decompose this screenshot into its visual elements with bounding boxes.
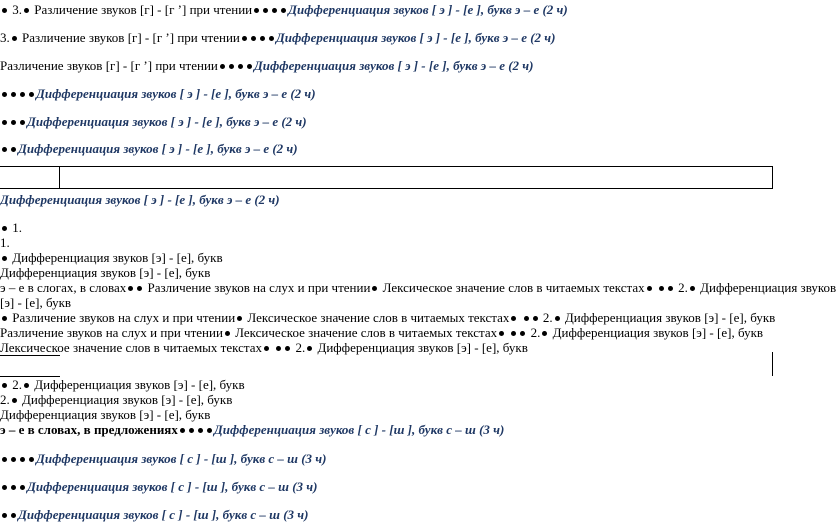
- bullet-icon: [2, 383, 7, 388]
- bullet-icon: [247, 64, 252, 69]
- line-1-number: 3.: [12, 2, 22, 17]
- bullet-icon: [20, 457, 25, 462]
- bullet-icon: [533, 316, 538, 321]
- bullet-icon: [2, 316, 7, 321]
- list-item-j-heading: Дифференциация звуков [ с ] - [ш ], букв с – ш (3 ч): [213, 422, 505, 437]
- rule-vertical: [772, 352, 773, 376]
- bullet-icon: [499, 331, 504, 336]
- bullet-icon: [276, 346, 281, 351]
- bullet-icon: [269, 36, 274, 41]
- bullet-icon: [668, 286, 673, 291]
- bullet-icon: [659, 286, 664, 291]
- bullet-icon: [2, 92, 7, 97]
- table-column-divider: [59, 166, 60, 189]
- line-4-heading: Дифференциация звуков [ э ] - [е ], букв э – е (2 ч): [36, 86, 316, 101]
- bullet-icon: [263, 8, 268, 13]
- bullet-icon: [11, 120, 16, 125]
- list-item-h-pre: 2.: [0, 392, 10, 407]
- list-item-d-mid: Лексическое значение слов в читаемых текстах: [244, 310, 510, 325]
- list-item-b: [0, 265, 210, 280]
- bullet-icon: [225, 331, 230, 336]
- bullet-icon: [260, 36, 265, 41]
- bullet-icon: [238, 64, 243, 69]
- line-3: [0, 58, 533, 73]
- bullet-icon: [2, 147, 7, 152]
- line-7-heading: Дифференциация звуков [ э ] - [е ], букв э – е (2 ч): [0, 192, 280, 207]
- tail-line-2: [0, 479, 317, 494]
- line-5: [0, 114, 307, 129]
- bullet-icon: [242, 36, 247, 41]
- list-item-c-wrap: [0, 295, 71, 310]
- bullet-icon: [2, 256, 7, 261]
- bullet-icon: [11, 513, 16, 518]
- bullet-icon: [189, 428, 194, 433]
- tail-line-1-heading: Дифференциация звуков [ с ] - [ш ], букв с – ш (3 ч): [36, 451, 327, 466]
- table-right-border: [772, 166, 773, 189]
- list-item-d: [0, 310, 775, 325]
- list-item-e-post: 2.: [527, 325, 541, 340]
- bullet-icon: [220, 64, 225, 69]
- bullet-icon: [12, 398, 17, 403]
- line-3-text: Различение звуков [г] - [г ’] при чтении: [0, 58, 218, 73]
- list-item-h: [0, 392, 232, 407]
- bullet-icon: [520, 331, 525, 336]
- list-item-c-pre: э – е в слогах, в словах: [0, 280, 127, 295]
- bullet-icon: [511, 316, 516, 321]
- list-item-e-pre: Различение звуков на слух и при чтении: [0, 325, 223, 340]
- list-item-c: [0, 280, 836, 295]
- list-item-g-pre: 2.: [9, 377, 22, 392]
- line-2-heading: Дифференциация звуков [ э ] - [е ], букв э – е (2 ч): [275, 30, 556, 45]
- tail-line-2-heading: Дифференциация звуков [ с ] - [ш ], букв с – ш (3 ч): [27, 479, 318, 494]
- bullet-icon: [29, 457, 34, 462]
- bullet-icon: [180, 428, 185, 433]
- list-item-1b: [0, 235, 10, 250]
- bullet-icon: [647, 286, 652, 291]
- bullet-icon: [207, 428, 212, 433]
- bullet-icon: [542, 331, 547, 336]
- bullet-icon: [690, 286, 695, 291]
- bullet-icon: [307, 346, 312, 351]
- bullet-icon: [2, 8, 7, 13]
- bullet-icon: [12, 36, 17, 41]
- bullet-icon: [198, 428, 203, 433]
- list-item-a: [0, 250, 223, 265]
- bullet-icon: [254, 8, 259, 13]
- list-item-c-end: Дифференциация звуков: [696, 280, 836, 295]
- line-2: [0, 30, 555, 45]
- bullet-icon: [281, 8, 286, 13]
- line-7: [0, 192, 280, 207]
- bullet-icon: [11, 92, 16, 97]
- bullet-icon: [511, 331, 516, 336]
- list-item-a-text: Дифференциация звуков [э] - [е], букв: [12, 250, 223, 265]
- bullet-icon: [2, 457, 7, 462]
- list-item-e: [0, 325, 763, 340]
- bullet-icon: [372, 286, 377, 291]
- line-5-heading: Дифференциация звуков [ э ] - [е ], букв э – е (2 ч): [27, 114, 307, 129]
- bullet-icon: [24, 383, 29, 388]
- tail-line-1: [0, 451, 326, 466]
- list-item-j: [0, 422, 504, 437]
- bullet-icon: [555, 316, 560, 321]
- list-item-1-number: 1.: [12, 220, 22, 235]
- list-item-f-end: Дифференциация звуков [э] - [е], букв: [314, 340, 528, 355]
- line-1-heading: Дифференциация звуков [ э ] - [е ], букв э – е (2 ч): [288, 2, 568, 17]
- bullet-icon: [11, 457, 16, 462]
- list-item-c-post: 2.: [674, 280, 688, 295]
- list-item-i-text: Дифференциация звуков [э] - [е], букв: [0, 407, 211, 422]
- line-4: [0, 86, 316, 101]
- bullet-icon: [29, 92, 34, 97]
- list-item-h-end: Дифференциация звуков [э] - [е], букв: [18, 392, 233, 407]
- list-item-d-end: Дифференциация звуков [э] - [е], букв: [561, 310, 776, 325]
- bullet-icon: [264, 346, 269, 351]
- list-item-d-post: 2.: [539, 310, 553, 325]
- bullet-icon: [24, 8, 29, 13]
- bullet-icon: [229, 64, 234, 69]
- line-6: [0, 141, 298, 156]
- list-item-f-post: 2.: [292, 340, 306, 355]
- bullet-icon: [2, 226, 7, 231]
- bullet-icon: [20, 120, 25, 125]
- bullet-icon: [137, 286, 142, 291]
- list-item-f-pre: Лексическое значение слов в читаемых текстах: [0, 340, 262, 355]
- list-item-g-end: Дифференциация звуков [э] - [е], букв: [31, 377, 245, 392]
- list-item-c-mid: Различение звуков на слух и при чтении: [144, 280, 371, 295]
- list-item-c-mid2: Лексическое значение слов в читаемых текстах: [379, 280, 645, 295]
- bullet-icon: [2, 513, 7, 518]
- bullet-icon: [11, 147, 16, 152]
- tail-line-3-heading: Дифференциация звуков [ с ] - [ш ], букв с – ш (3 ч): [18, 507, 309, 522]
- bullet-icon: [524, 316, 529, 321]
- table-top-border: [0, 166, 772, 167]
- line-2-text: Различение звуков [г] - [г ’] при чтении: [22, 30, 240, 45]
- bullet-icon: [251, 36, 256, 41]
- list-item-1b-number: 1.: [0, 235, 10, 250]
- rule-short: [0, 355, 60, 356]
- line-1-text: Различение звуков [г] - [г ’] при чтении: [34, 2, 253, 17]
- line-6-heading: Дифференциация звуков [ э ] - [е ], букв э – е (2 ч): [18, 141, 298, 156]
- bullet-icon: [128, 286, 133, 291]
- list-item-1: [0, 220, 22, 235]
- line-1: [0, 2, 568, 17]
- list-item-d-pre: Различение звуков на слух и при чтении: [9, 310, 236, 325]
- list-item-j-plain: э – е в словах, в предложениях: [0, 422, 178, 437]
- bullet-icon: [237, 316, 242, 321]
- list-item-b-text: Дифференциация звуков [э] - [е], букв: [0, 265, 211, 280]
- bullet-icon: [2, 120, 7, 125]
- bullet-icon: [2, 485, 7, 490]
- tail-line-3: [0, 507, 308, 522]
- bullet-icon: [285, 346, 290, 351]
- line-3-heading: Дифференциация звуков [ э ] - [е ], букв э – е (2 ч): [253, 58, 534, 73]
- bullet-icon: [20, 485, 25, 490]
- list-item-g: [0, 377, 245, 392]
- bullet-icon: [272, 8, 277, 13]
- bullet-icon: [20, 92, 25, 97]
- bullet-icon: [11, 485, 16, 490]
- list-item-i: [0, 407, 210, 422]
- list-item-e-end: Дифференциация звуков [э] - [е], букв: [549, 325, 764, 340]
- table-bottom-border: [0, 188, 772, 189]
- line-2-number: 3.: [0, 30, 10, 45]
- list-item-c-wrap-text: [э] - [е], букв: [0, 295, 72, 310]
- list-item-e-mid: Лексическое значение слов в читаемых текстах: [231, 325, 498, 340]
- list-item-f: [0, 340, 528, 355]
